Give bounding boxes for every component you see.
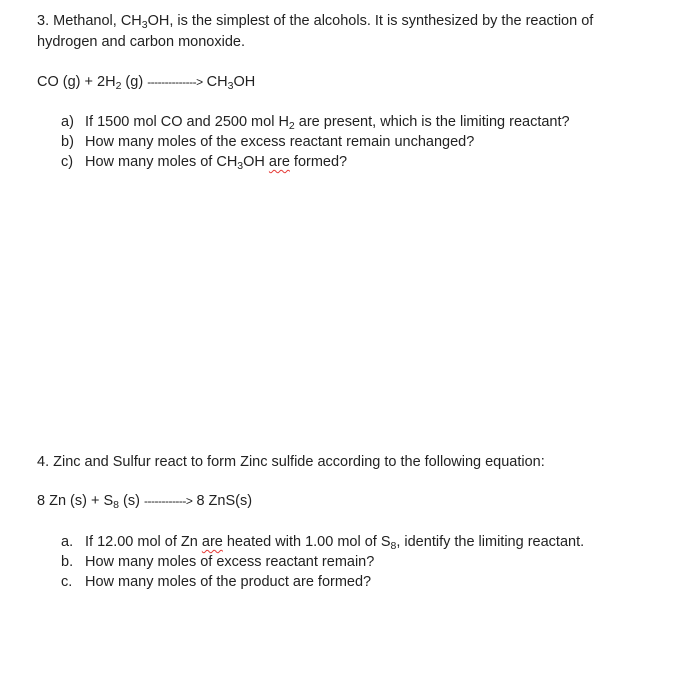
q3-intro-line1 [37, 12, 593, 30]
q4-item-b-marker: b. [61, 554, 74, 570]
q4-item-a-flagged-word[interactable]: are [201, 534, 223, 550]
q3-eq-reactant-tail: (g) [121, 74, 144, 90]
q4-item-a-marker: a. [61, 534, 74, 550]
q4-item-b [61, 553, 374, 571]
q4-item-a-text-c: , identify the limiting reactant. [396, 534, 585, 550]
q4-eq-reactants: 8 Zn (s) + S [37, 493, 114, 509]
q4-eq-arrow: ------------> [143, 494, 193, 508]
q3-item-b-marker: b) [61, 134, 74, 150]
q4-item-c-text: How many moles of the product are formed? [85, 574, 372, 590]
q4-equation [37, 492, 252, 510]
q3-intro-part-b: OH, is the simplest of the alcohols. It is synthesized by the reaction of [147, 13, 594, 29]
q4-item-a-text-b: heated with 1.00 mol of S [222, 534, 391, 550]
q3-intro-sub: 3 [141, 19, 148, 31]
q3-item-c-text-a: How many moles of CH [85, 154, 238, 170]
q3-item-a [61, 113, 570, 131]
q3-item-c [61, 153, 347, 171]
q3-item-c-flagged-word[interactable]: are [268, 154, 290, 170]
q4-eq-reactants-sub: 8 [113, 499, 119, 511]
q4-item-c [61, 573, 371, 591]
q4-item-b-text: How many moles of excess reactant remain? [85, 554, 375, 570]
q3-item-c-text-b: OH [243, 154, 269, 170]
q3-eq-arrow: --------------> [147, 75, 203, 89]
q3-eq-reactant-sub: 2 [115, 80, 122, 92]
q4-item-a-sub: 8 [390, 540, 397, 552]
q3-item-a-marker: a) [61, 114, 74, 130]
q4-intro: 4. Zinc and Sulfur react to form Zinc sulfide according to the following equation: [37, 454, 545, 470]
q3-item-a-sub: 2 [288, 120, 295, 132]
q3-eq-product-b: OH [233, 74, 256, 90]
q4-eq-product: 8 ZnS(s) [196, 493, 253, 509]
q3-item-c-sub: 3 [237, 160, 244, 172]
q3-eq-product-sub: 3 [227, 80, 234, 92]
q4-item-a-text-a: If 12.00 mol of Zn [85, 534, 202, 550]
q4-item-a [61, 533, 584, 551]
q3-item-a-text-a: If 1500 mol CO and 2500 mol H [85, 114, 289, 130]
q3-eq-reactant: CO (g) + 2H [37, 74, 116, 90]
q3-item-b-text: How many moles of the excess reactant remain unchanged? [85, 134, 475, 150]
q3-item-b [61, 133, 474, 151]
q3-item-c-text-c: formed? [289, 154, 348, 170]
q3-equation [37, 73, 255, 91]
q3-item-c-marker: c) [61, 154, 74, 170]
q3-intro-part-a: 3. Methanol, CH [37, 13, 142, 29]
q4-eq-reactants-tail: (s) [119, 493, 140, 509]
q3-item-a-text-b: are present, which is the limiting reactant? [294, 114, 570, 130]
q3-intro-line2: hydrogen and carbon monoxide. [37, 34, 245, 50]
q3-eq-product-a: CH [206, 74, 228, 90]
q4-item-c-marker: c. [61, 574, 73, 590]
